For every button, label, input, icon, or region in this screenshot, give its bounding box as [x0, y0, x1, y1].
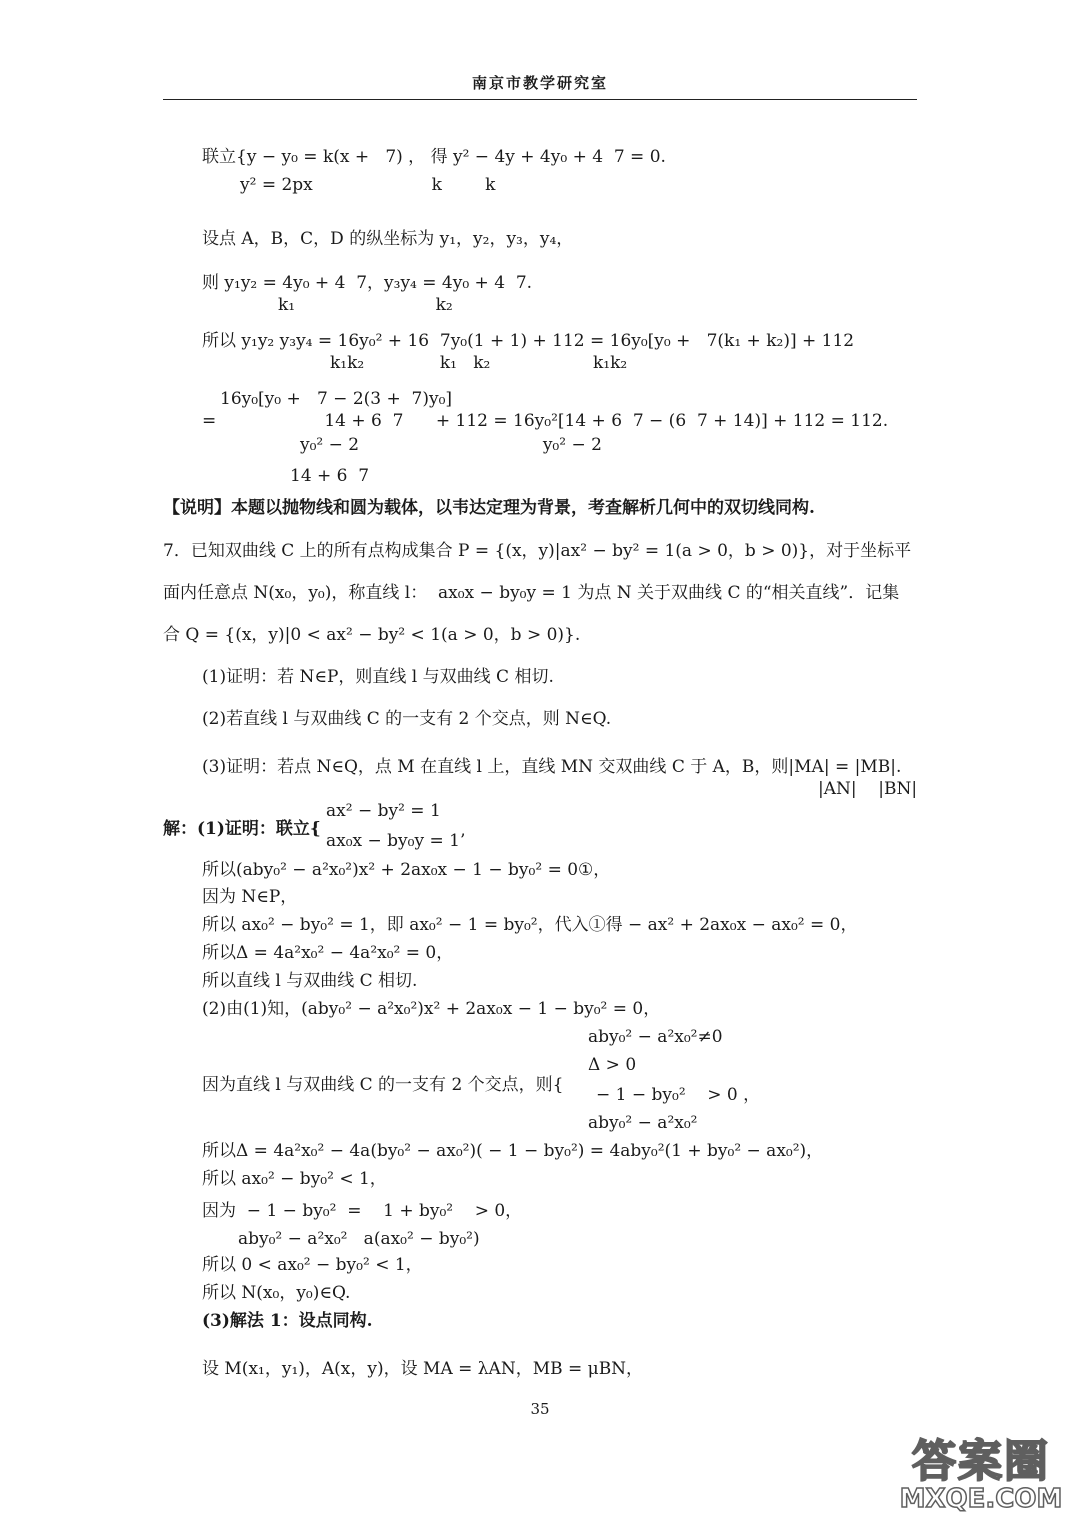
text-line: Δ > 0: [588, 1055, 637, 1075]
text-line: 【说明】本题以抛物线和圆为载体，以韦达定理为背景，考查解析几何中的双切线同构.: [163, 498, 815, 518]
text-line: |AN| |BN|: [818, 779, 918, 799]
text-line: ax₀x − by₀y = 1’: [326, 831, 466, 851]
text-line: 所以Δ = 4a²x₀² − 4a(by₀² − ax₀²)( − 1 − by₀²) = 4aby₀²(1 + by₀² − ax₀²)，: [202, 1141, 824, 1161]
text-line: (3)解法 1：设点同构.: [202, 1311, 373, 1331]
page-header: 南京市教学研究室: [471, 74, 608, 92]
header-rule: [163, 99, 917, 100]
text-line: (2)若直线 l 与双曲线 C 的一支有 2 个交点，则 N∈Q.: [202, 709, 612, 729]
text-line: 所以 0 < ax₀² − by₀² < 1，: [202, 1255, 423, 1275]
text-line: 所以直线 l 与双曲线 C 相切.: [202, 971, 418, 991]
text-line: aby₀² − a²x₀² a(ax₀² − by₀²): [238, 1229, 480, 1249]
text-line: 所以(aby₀² − a²x₀²)x² + 2ax₀x − 1 − by₀² = 0①，: [202, 860, 611, 880]
text-line: 所以 ax₀² − by₀² < 1，: [202, 1169, 387, 1189]
text-line: (3)证明：若点 N∈Q，点 M 在直线 l 上，直线 MN 交双曲线 C 于 A，B，则|MA| = |MB|.: [202, 757, 902, 777]
text-line: ax² − by² = 1: [326, 801, 441, 821]
text-line: 7．已知双曲线 C 上的所有点构成集合 P = {(x，y)|ax² − by² = 1(a > 0，b > 0)}，对于坐标平: [163, 541, 912, 561]
text-line: 面内任意点 N(x₀，y₀)，称直线 l： ax₀x − by₀y = 1 为点 N 关于双曲线 C 的“相关直线”．记集: [163, 583, 900, 603]
text-line: k₁k₂ k₁ k₂ k₁k₂: [330, 353, 628, 373]
text-line: 设 M(x₁，y₁)，A(x，y)，设 MA = λAN，MB = μBN，: [202, 1359, 644, 1379]
text-line: 因为 N∈P，: [202, 887, 298, 907]
text-line: (2)由(1)知，(aby₀² − a²x₀²)x² + 2ax₀x − 1 − by₀² = 0，: [202, 999, 661, 1019]
text-line: 因为直线 l 与双曲线 C 的一支有 2 个交点，则{: [202, 1075, 564, 1095]
text-line: 所以Δ = 4a²x₀² − 4a²x₀² = 0，: [202, 943, 454, 963]
text-line: 设点 A，B，C，D 的纵坐标为 y₁，y₂，y₃，y₄，: [202, 229, 574, 249]
watermark-text-top: 答案圈: [912, 1436, 1050, 1487]
watermark-text-bottom: MXQE.COM: [899, 1484, 1063, 1514]
text-line: 所以 ax₀² − by₀² = 1，即 ax₀² − 1 = by₀²，代入①得 − ax² + 2ax₀x − ax₀² = 0，: [202, 915, 858, 935]
page-number: 35: [530, 1400, 550, 1418]
text-line: − 1 − by₀² > 0 ，: [596, 1085, 761, 1105]
text-line: 所以 y₁y₂ y₃y₄ = 16y₀² + 16 7y₀(1 + 1) + 112 = 16y₀[y₀ + 7(k₁ + k₂)] + 112: [202, 331, 855, 351]
text-line: y² = 2px k k: [240, 175, 496, 195]
text-line: 合 Q = {(x，y)|0 < ax² − by² < 1(a > 0，b > 0)}.: [163, 625, 581, 645]
text-line: 14 + 6 7: [290, 466, 370, 486]
watermark-logo: [896, 1436, 1066, 1519]
text-line: aby₀² − a²x₀²≠0: [588, 1027, 723, 1047]
text-line: y₀² − 2 y₀² − 2: [300, 435, 602, 455]
text-line: 则 y₁y₂ = 4y₀ + 4 7，y₃y₄ = 4y₀ + 4 7.: [202, 273, 533, 293]
text-line: 解：(1)证明：联立{: [163, 819, 321, 839]
text-line: 因为 − 1 − by₀² = 1 + by₀² > 0，: [202, 1201, 523, 1221]
text-line: 所以 N(x₀，y₀)∈Q.: [202, 1283, 351, 1303]
text-line: k₁ k₂: [278, 295, 453, 315]
text-line: = 14 + 6 7 + 112 = 16y₀²[14 + 6 7 − (6 7 + 14)] + 112 = 112.: [202, 411, 889, 431]
text-line: (1)证明：若 N∈P，则直线 l 与双曲线 C 相切.: [202, 667, 554, 687]
text-line: 联立{y − y₀ = k(x + 7) ， 得 y² − 4y + 4y₀ + 4 7 = 0.: [202, 147, 666, 167]
text-line: aby₀² − a²x₀²: [588, 1113, 698, 1133]
text-line: 16y₀[y₀ + 7 − 2(3 + 7)y₀]: [220, 389, 453, 409]
